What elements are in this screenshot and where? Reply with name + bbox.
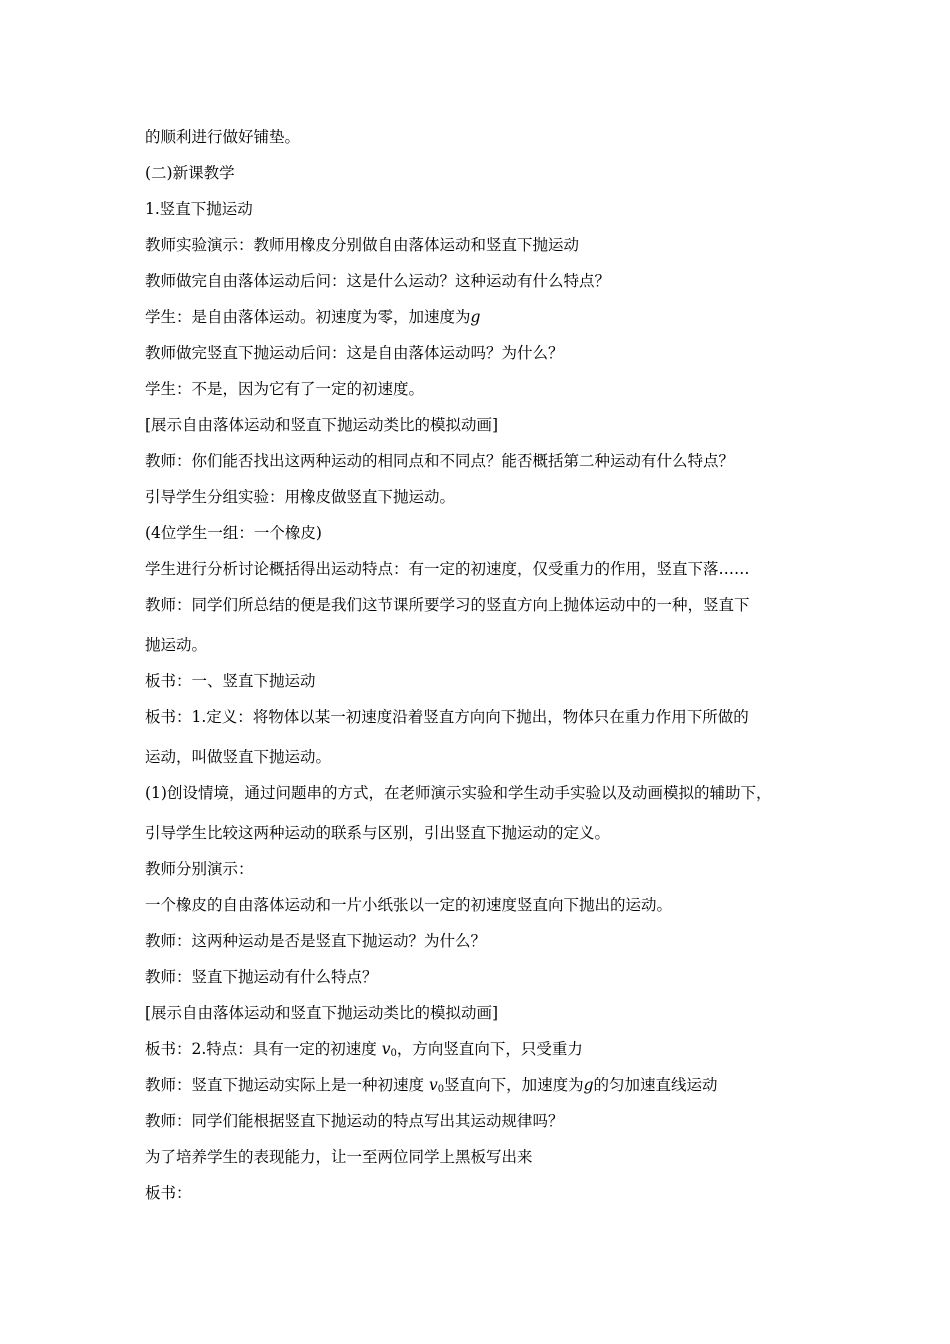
paragraph: 的顺利进行做好铺垫。 [145,128,301,146]
g-symbol: g [583,1076,594,1094]
paragraph: 板书：1.定义：将物体以某一初速度沿着竖直方向向下抛出，物体只在重力作用下所做的 [145,708,749,726]
paragraph: 板书： [145,1184,192,1202]
paragraph: 教师：竖直下抛运动实际上是一种初速度 $v_0$竖直向下，加速度为g的匀加速直线运动 [145,1076,718,1095]
paragraph: 板书：2.特点：具有一定的初速度 $v_0$，方向竖直向下，只受重力 [145,1040,583,1059]
paragraph: (1)创设情境，通过问题串的方式，在老师演示实验和学生动手实验以及动画模拟的辅助下， [145,784,772,802]
section-heading: (二)新课教学 [145,164,235,182]
g-symbol: g [470,308,481,326]
paragraph: 教师分别演示： [145,860,254,878]
paragraph: 教师：你们能否找出这两种运动的相同点和不同点？能否概括第二种运动有什么特点？ [145,452,735,470]
paragraph: [展示自由落体运动和竖直下抛运动类比的模拟动画] [145,416,499,434]
paragraph: [展示自由落体运动和竖直下抛运动类比的模拟动画] [145,1004,499,1022]
paragraph: 引导学生比较这两种运动的联系与区别，引出竖直下抛运动的定义。 [145,824,611,842]
paragraph: 教师做完自由落体运动后问：这是什么运动？这种运动有什么特点？ [145,272,611,290]
paragraph: 教师：竖直下抛运动有什么特点？ [145,968,378,986]
paragraph: 学生：是自由落体运动。初速度为零，加速度为g [145,308,481,326]
paragraph: 学生：不是，因为它有了一定的初速度。 [145,380,425,398]
subsection-heading: 1.竖直下抛运动 [145,200,253,218]
paragraph: 运动，叫做竖直下抛运动。 [145,748,332,766]
paragraph: 为了培养学生的表现能力，让一至两位同学上黑板写出来 [145,1148,533,1166]
paragraph: 教师实验演示：教师用橡皮分别做自由落体运动和竖直下抛运动 [145,236,580,254]
paragraph: 教师做完竖直下抛运动后问：这是自由落体运动吗？为什么？ [145,344,564,362]
paragraph: 教师：同学们所总结的便是我们这节课所要学习的竖直方向上抛体运动中的一种，竖直下 [145,596,750,614]
paragraph: 抛运动。 [145,636,208,654]
paragraph: 教师：同学们能根据竖直下抛运动的特点写出其运动规律吗？ [145,1112,564,1130]
paragraph: (4位学生一组：一个橡皮) [145,524,322,542]
v0-symbol: v [428,1076,438,1094]
paragraph: 板书：一、竖直下抛运动 [145,672,316,690]
paragraph: 学生进行分析讨论概括得出运动特点：有一定的初速度，仅受重力的作用，竖直下落…… [145,560,750,578]
v0-symbol: v [381,1040,391,1058]
paragraph: 引导学生分组实验：用橡皮做竖直下抛运动。 [145,488,456,506]
paragraph: 一个橡皮的自由落体运动和一片小纸张以一定的初速度竖直向下抛出的运动。 [145,896,673,914]
paragraph: 教师：这两种运动是否是竖直下抛运动？为什么？ [145,932,487,950]
